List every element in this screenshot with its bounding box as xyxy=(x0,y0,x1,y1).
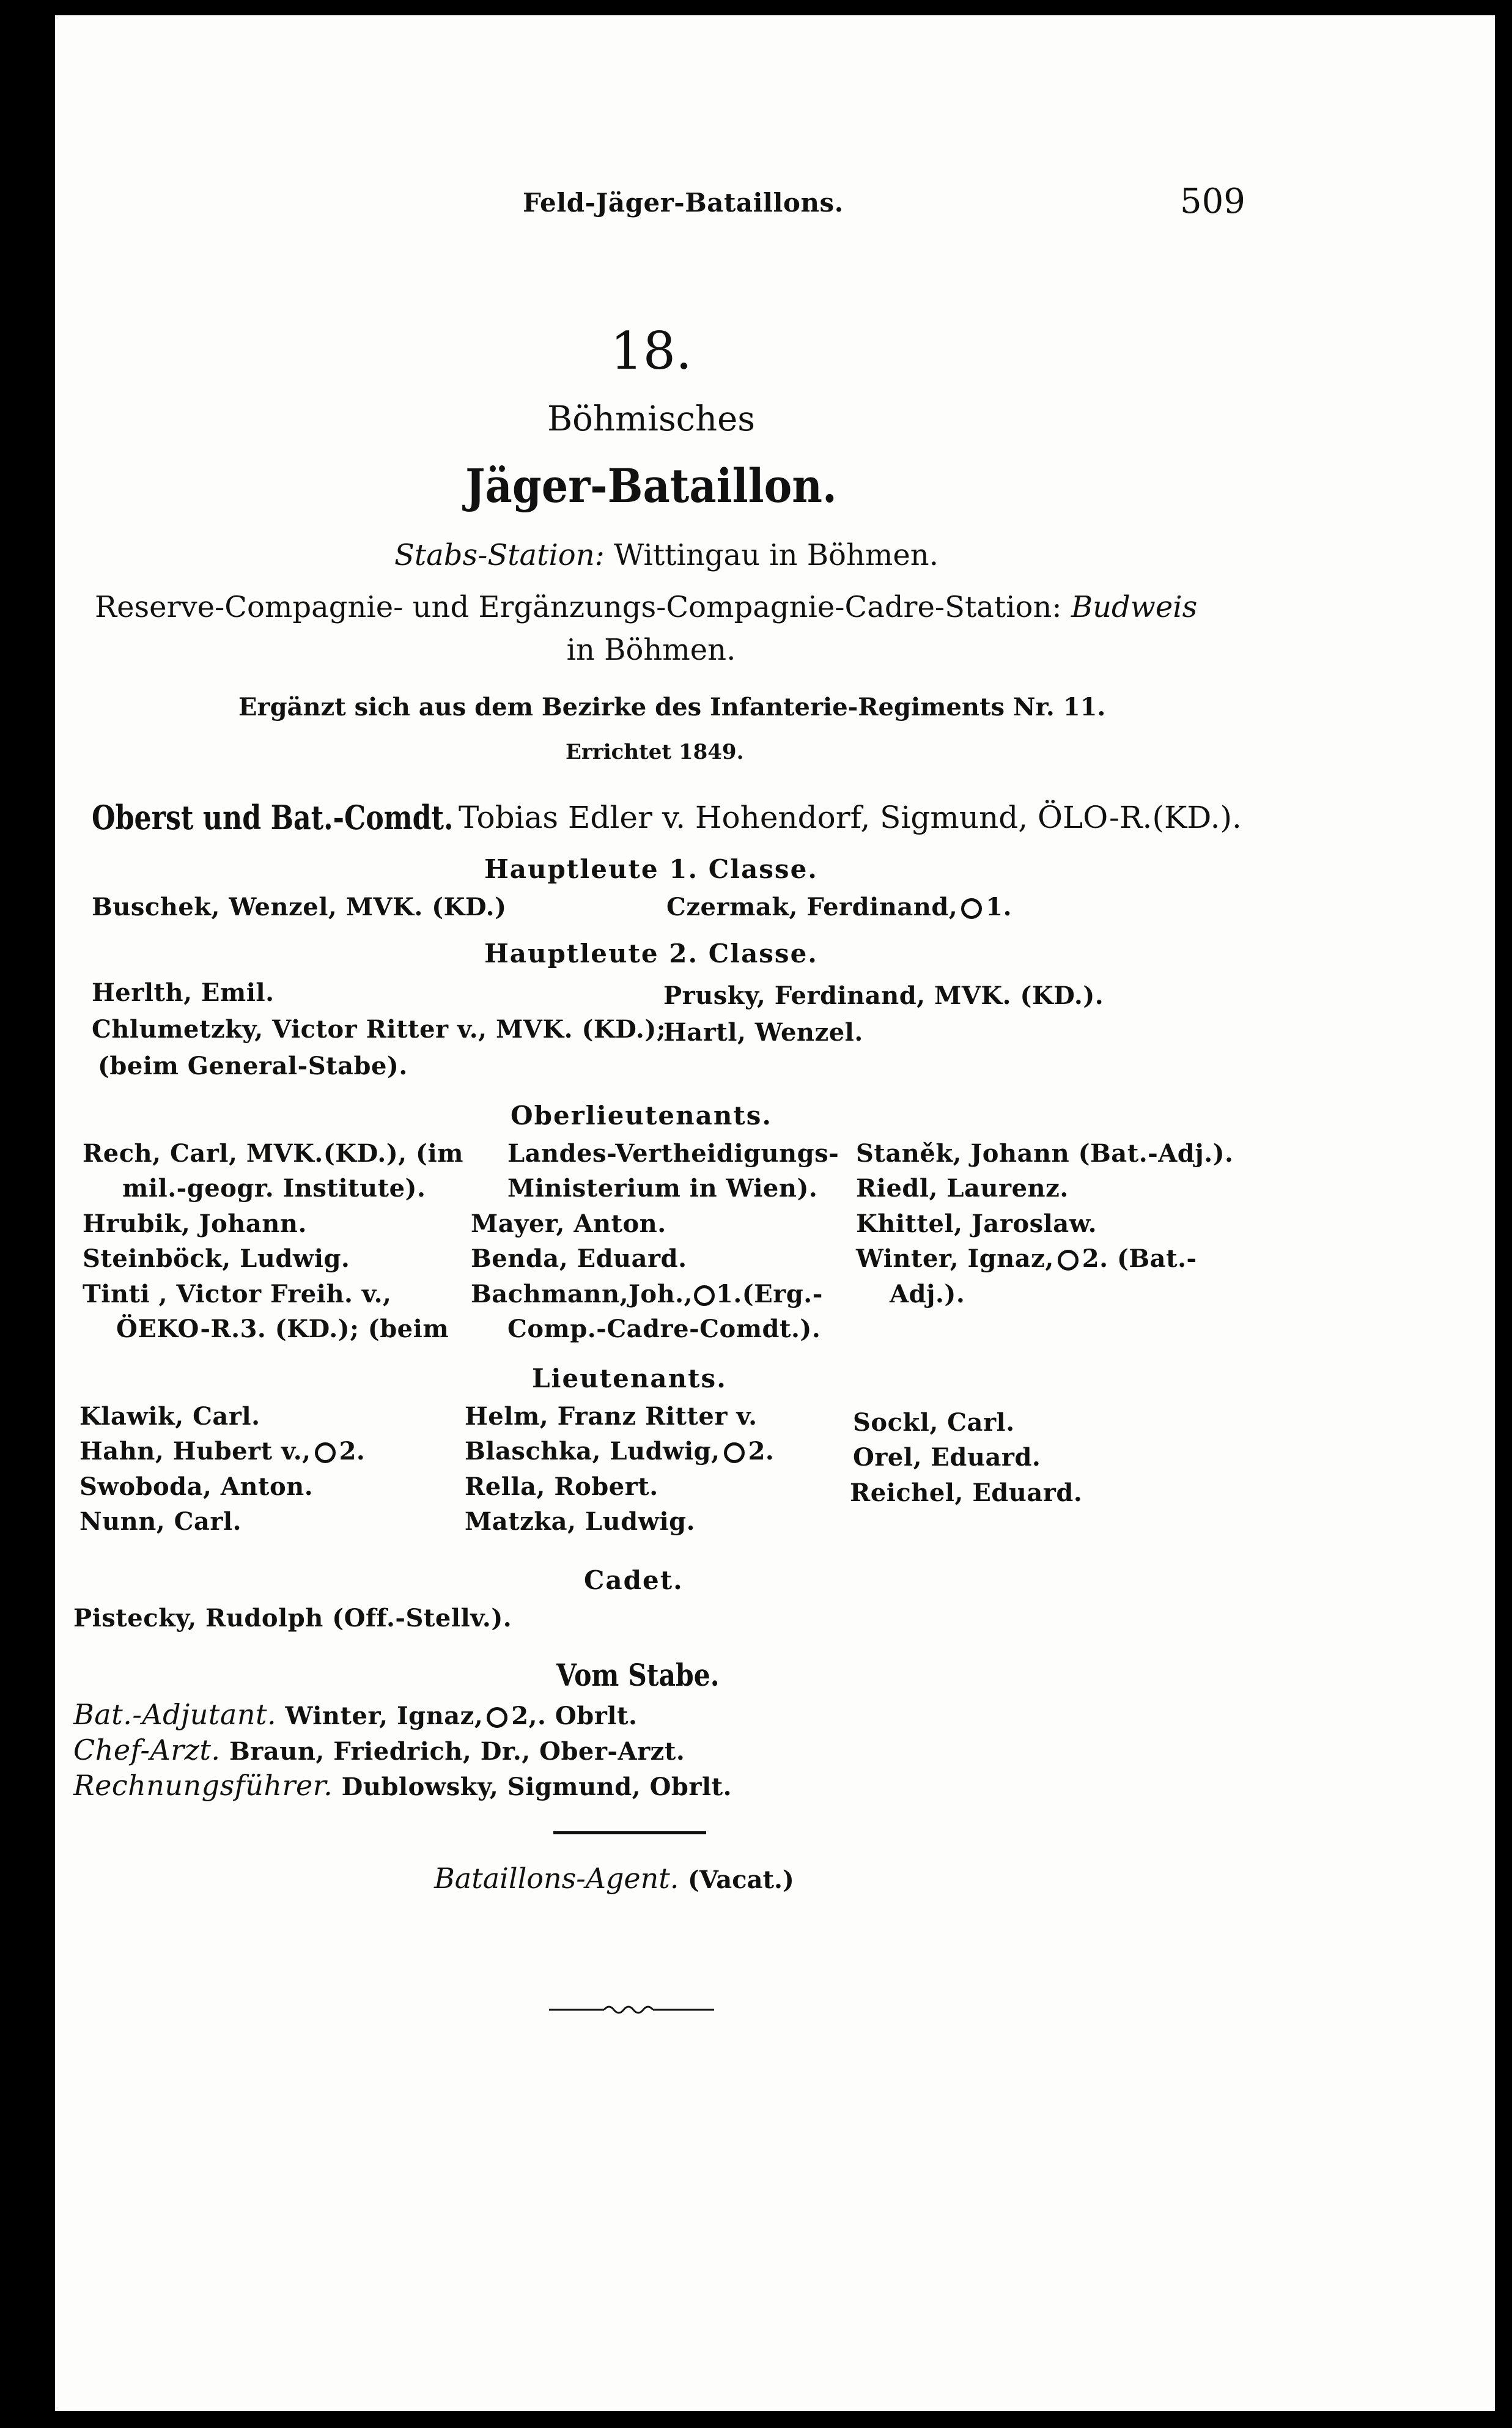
winter-rest: 2. (Bat.- xyxy=(1082,1244,1197,1273)
hauptleute1-left: Buschek, Wenzel, MVK. (KD.) xyxy=(92,893,507,921)
agent-value: (Vacat.) xyxy=(688,1865,794,1894)
stab-arzt-line xyxy=(73,1733,685,1766)
prusky-entry: Prusky, Ferdinand, MVK. (KD.). xyxy=(663,981,1104,1010)
hartl-entry: Hartl, Wenzel. xyxy=(663,1018,863,1047)
ol-col2-line: Benda, Eduard. xyxy=(471,1244,687,1273)
page-number: 509 xyxy=(1180,182,1245,221)
stabs-value: Wittingau in Böhmen. xyxy=(614,538,939,572)
czermak-name: Czermak, Ferdinand, xyxy=(666,893,958,921)
circle-order-icon xyxy=(315,1442,336,1463)
hahn-name: Hahn, Hubert v., xyxy=(79,1437,311,1466)
lt-col2-line: Helm, Franz Ritter v. xyxy=(465,1402,758,1431)
end-ornament xyxy=(549,2002,714,2015)
commander-name: Tobias Edler v. Hohendorf, Sigmund, ÖLO-R.(KD.). xyxy=(459,800,1242,835)
adjutant-name: Winter, Ignaz, xyxy=(285,1702,484,1730)
agent-label: Bataillons-Agent. xyxy=(434,1862,679,1895)
stabs-label: Stabs-Station: xyxy=(394,538,605,572)
circle-order-icon xyxy=(724,1442,745,1463)
ol-col2-line: Ministerium in Wien). xyxy=(507,1174,818,1203)
lt-col2-line: Rella, Robert. xyxy=(465,1472,658,1501)
ol-col3-line: Riedl, Laurenz. xyxy=(856,1174,1069,1203)
reserve-line xyxy=(95,590,1197,624)
ergaenzt-line: Ergänzt sich aus dem Bezirke des Infanterie-Regiments Nr. 11. xyxy=(238,693,1106,721)
reserve-place: Budweis xyxy=(1071,590,1198,624)
ol-col1-line: mil.-geogr. Institute). xyxy=(122,1174,426,1203)
battalion-number: 18. xyxy=(610,321,692,381)
hauptleute1-heading: Hauptleute 1. Classe. xyxy=(484,854,818,884)
ol-col3-line: Khittel, Jaroslaw. xyxy=(856,1209,1097,1238)
ol-col1-line: Rech, Carl, MVK.(KD.), (im xyxy=(83,1139,463,1168)
title-line1: Böhmisches xyxy=(547,399,755,439)
agent-line xyxy=(434,1862,794,1895)
arzt-label: Chef-Arzt. xyxy=(73,1733,221,1766)
reserve-line2: in Böhmen. xyxy=(566,633,736,667)
chlumetzky-entry: Chlumetzky, Victor Ritter v., MVK. (KD.); xyxy=(92,1015,666,1044)
blaschka-rest: 2. xyxy=(748,1437,775,1466)
circle-order-icon xyxy=(1058,1250,1079,1271)
ol-col1-line: Steinböck, Ludwig. xyxy=(83,1244,350,1273)
stab-rechnung-line xyxy=(73,1769,732,1802)
lt-col2-line: Matzka, Ludwig. xyxy=(465,1507,696,1536)
lt-col3-line: Sockl, Carl. xyxy=(853,1408,1015,1437)
bachmann-name: Bachmann,Joh., xyxy=(471,1280,693,1308)
lt-col1-line: Nunn, Carl. xyxy=(79,1507,242,1536)
stabs-station xyxy=(394,538,939,572)
stab-heading: Vom Stabe. xyxy=(556,1657,720,1693)
lt-col1-line: Swoboda, Anton. xyxy=(79,1472,314,1501)
ol-col2-line: Landes-Vertheidigungs- xyxy=(507,1139,839,1168)
lt-col3-line: Reichel, Eduard. xyxy=(850,1478,1083,1507)
czermak-order-class: 1. xyxy=(986,893,1012,921)
rechnung-value: Dublowsky, Sigmund, Obrlt. xyxy=(341,1773,732,1801)
circle-order-icon xyxy=(961,898,982,919)
bachmann-rest: 1.(Erg.- xyxy=(716,1280,823,1308)
oberlieutenants-heading: Oberlieutenants. xyxy=(511,1101,773,1131)
separator-rule xyxy=(553,1831,706,1834)
errichtet-line: Errichtet 1849. xyxy=(566,740,744,764)
hahn-rest: 2. xyxy=(339,1437,366,1466)
adjutant-rank: 2,. Obrlt. xyxy=(511,1702,638,1730)
adjutant-label: Bat.-Adjutant. xyxy=(73,1698,277,1731)
arzt-value: Braun, Friedrich, Dr., Ober-Arzt. xyxy=(229,1737,685,1766)
circle-order-icon xyxy=(694,1285,715,1306)
rechnung-label: Rechnungsführer. xyxy=(73,1769,333,1802)
running-title: Feld-Jäger-Bataillons. xyxy=(523,188,844,218)
blaschka-name: Blaschka, Ludwig, xyxy=(465,1437,720,1466)
reserve-text: Reserve-Compagnie- und Ergänzungs-Compagnie-Cadre-Station: xyxy=(95,590,1062,624)
ol-col1-line: ÖEKO-R.3. (KD.); (beim xyxy=(116,1315,449,1343)
hauptleute2-heading: Hauptleute 2. Classe. xyxy=(484,939,818,969)
lt-col2-line xyxy=(465,1437,774,1466)
ol-col1-line: Tinti , Victor Freih. v., xyxy=(83,1280,392,1308)
lt-col1-line: Klawik, Carl. xyxy=(79,1402,260,1431)
ol-col3-line: Staněk, Johann (Bat.-Adj.). xyxy=(856,1139,1234,1168)
lieutenants-heading: Lieutenants. xyxy=(532,1363,727,1393)
cadet-entry: Pistecky, Rudolph (Off.-Stellv.). xyxy=(73,1604,512,1633)
herlth-entry: Herlth, Emil. xyxy=(92,978,275,1007)
document-page xyxy=(55,15,1495,2411)
ol-col1-line: Hrubik, Johann. xyxy=(83,1209,307,1238)
ol-col3-line xyxy=(856,1244,1197,1273)
ol-col2-line: Mayer, Anton. xyxy=(471,1209,666,1238)
winter-name: Winter, Ignaz, xyxy=(856,1244,1054,1273)
stab-adjutant-line xyxy=(73,1698,637,1731)
circle-order-icon xyxy=(487,1707,507,1728)
ol-col3-line: Adj.). xyxy=(890,1280,965,1308)
lt-col3-line: Orel, Eduard. xyxy=(853,1443,1041,1472)
cadet-heading: Cadet. xyxy=(584,1565,684,1595)
lt-col1-line xyxy=(79,1437,365,1466)
hauptleute1-right xyxy=(666,893,1012,921)
title-line2: Jäger-Bataillon. xyxy=(465,459,837,513)
ol-col2-line xyxy=(471,1280,823,1308)
chlumetzky-note: (beim General-Stabe). xyxy=(98,1052,408,1080)
commander-label: Oberst und Bat.-Comdt. xyxy=(92,798,454,837)
ol-col2-line: Comp.-Cadre-Comdt.). xyxy=(507,1315,821,1343)
